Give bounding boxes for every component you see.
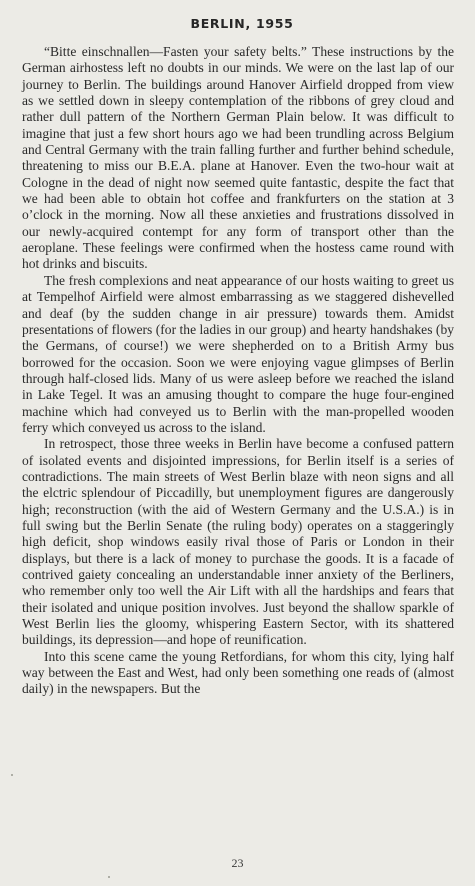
paper-speck xyxy=(11,774,13,776)
article-body xyxy=(22,44,454,698)
paragraph: “Bitte einschnallen—Fasten your safety belts.” These instructions by the German airhostess left no doubts in our minds. We were on the last lap of our journey to Berlin. The buildings around Hanover Airfield dropped from view as we settled down in sleepy contemplation of the ribbons of grey cloud and rather dull pattern of the Northern German Plain below. It was difficult to imagine that just a few short hours ago we had been trundling across Belgium and Central Germany with the train falling further and further behind schedule, threatening to miss our B.E.A. plane at Hanover. Even the two-hour wait at Cologne in the dead of night now seemed quite fantastic, despite the fact that we had been able to obtain hot coffee and frankfurters on the station at 3 o’clock in the morning. Now all these anxieties and frustrations dissolved in our newly-acquired contempt for any form of transport other than the aeroplane. These feelings were confirmed when the hostess came round with hot drinks and biscuits. xyxy=(22,44,454,272)
page-title: BERLIN, 1955 xyxy=(190,16,294,31)
paragraph: In retrospect, those three weeks in Berlin have become a confused pattern of isolated events and disjointed impressions, for Berlin itself is a series of contradictions. The main streets of West Berlin blaze with neon signs and all the elctric splendour of Piccadilly, but unemployment figures are dangerously high; reconstruction (with the aid of Western Germany and the U.S.A.) is in full swing but the Berlin Senate (the ruling body) operates on a staggeringly high deficit, shop windows easily rival those of Paris or London in their displays, but there is a lack of money to purchase the goods. It is a facade of contrived gaiety concealing an understandable inner anxiety of the Berliners, who remember only too well the Air Lift with all the hardships and fears that their isolated and unique position involves. Just beyond the shallow sparkle of West Berlin lies the gloomy, whispering Eastern Sector, with its shattered buildings, its depression—and hope of reunification. xyxy=(22,436,454,648)
paper-speck xyxy=(108,876,110,878)
page-number: 23 xyxy=(231,856,244,870)
paragraph: The fresh complexions and neat appearance of our hosts waiting to greet us at Tempelhof Airfield were almost embarrassing as we staggered dishevelled and deaf (by the sudden change in air pressure) towards them. Amidst presentations of flowers (for the ladies in our group) and hearty handshakes (by the Germans, of course!) we were shepherded on to a British Army bus borrowed for the occasion. Soon we were enjoying vague glimpses of Berlin through half-closed lids. Many of us were asleep before we reached the island in Lake Tegel. It was an amusing thought to compare the huge four-engined machine which had conveyed us to Berlin with the man-propelled wooden ferry which conveyed us across to the island. xyxy=(22,272,454,435)
paragraph: Into this scene came the young Retfordians, for whom this city, lying half way between the East and West, had only been something one reads of (almost daily) in the newspapers. But the xyxy=(22,648,454,697)
